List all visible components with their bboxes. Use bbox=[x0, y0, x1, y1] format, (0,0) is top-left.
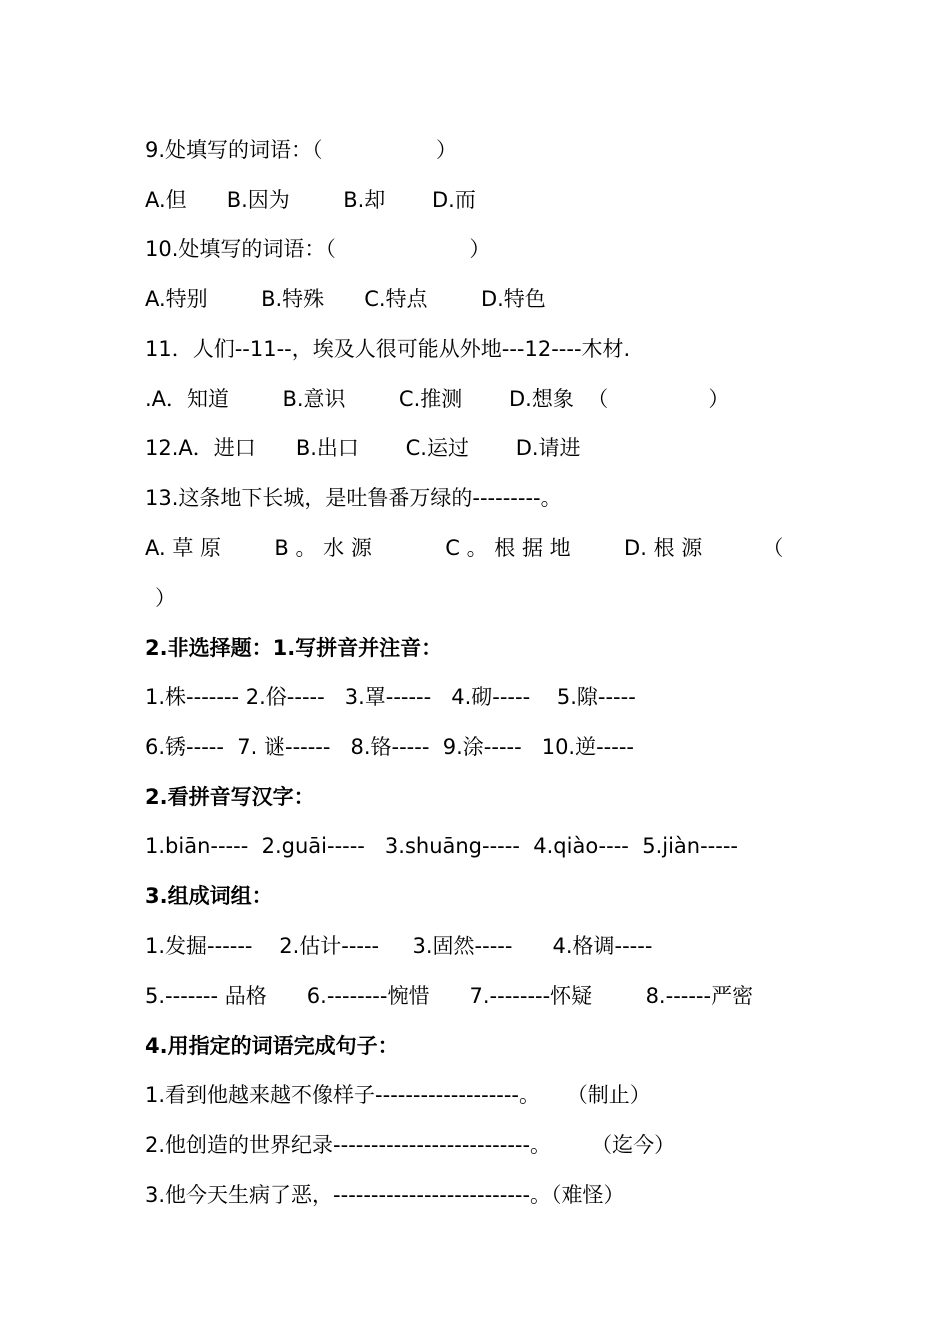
question-11: 11．人们--11--，埃及人很可能从外地---12----木材. bbox=[145, 337, 631, 361]
section-heading-sentences: 4.用指定的词语完成句子： bbox=[145, 1034, 399, 1058]
section-heading-pinyin: 2.非选择题：1.写拼音并注音： bbox=[145, 636, 443, 660]
phrase-items-row-1: 1.发掘------ 2.估计----- 3.固然----- 4.格调----- bbox=[145, 934, 653, 958]
sentence-item-3: 3.他今天生病了恶，--------------------------。（难怪） bbox=[145, 1183, 625, 1207]
section-heading-characters: 2.看拼音写汉字： bbox=[145, 785, 315, 809]
phrase-items-row-2: 5.------- 品格 6.--------惋惜 7.--------怀疑 8.------严密 bbox=[145, 984, 754, 1008]
sentence-item-1: 1.看到他越来越不像样子-------------------。 （制止） bbox=[145, 1083, 651, 1107]
question-11-options: .A．知道 B.意识 C.推测 D.想象 （ ） bbox=[145, 387, 730, 411]
question-9-options: A.但 B.因为 B.却 D.而 bbox=[145, 188, 476, 212]
sentence-item-2: 2.他创造的世界纪录--------------------------。 （迄今） bbox=[145, 1133, 676, 1157]
section-heading-phrases: 3.组成词组： bbox=[145, 884, 273, 908]
pinyin-items-row-1: 1.株------- 2.俗----- 3.罩------ 4.砌----- 5.隙----- bbox=[145, 685, 636, 709]
question-13: 13.这条地下长城，是吐鲁番万绿的---------。 bbox=[145, 486, 562, 510]
pinyin-to-characters-items: 1.biān----- 2.guāi----- 3.shuāng----- 4.qiào---- 5.jiàn----- bbox=[145, 834, 738, 858]
question-13-bracket: ） bbox=[155, 586, 176, 610]
question-10-options: A.特别 B.特殊 C.特点 D.特色 bbox=[145, 287, 546, 311]
question-9: 9.处填写的词语：（ ） bbox=[145, 138, 458, 162]
pinyin-items-row-2: 6.锈----- 7. 谜------ 8.铬----- 9.涂----- 10.逆----- bbox=[145, 735, 634, 759]
question-10: 10.处填写的词语：（ ） bbox=[145, 237, 491, 261]
question-13-options: A. 草 原 B 。 水 源 C 。 根 据 地 D. 根 源 （ bbox=[145, 536, 784, 560]
question-12-options: 12.A．进口 B.出口 C.运过 D.请进 bbox=[145, 436, 581, 460]
